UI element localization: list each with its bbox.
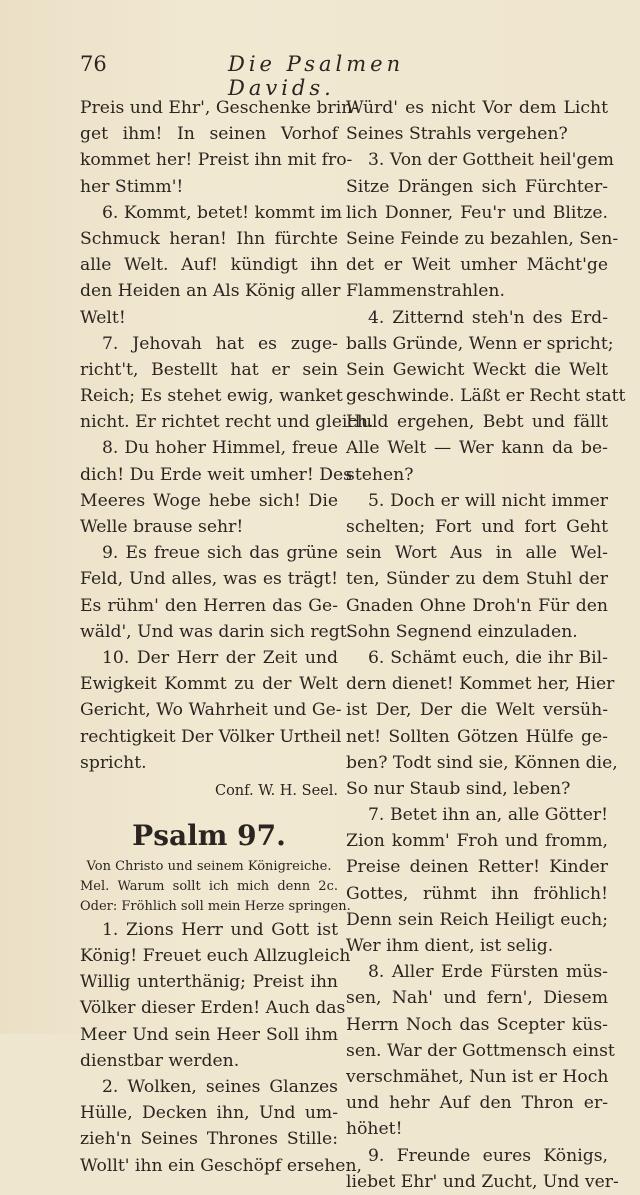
psalm-heading: Psalm 97. [132, 818, 286, 852]
text-line: Würd' es nicht Vor dem Licht [346, 98, 608, 118]
text-line: sein Wort Aus in alle Wel- [346, 543, 608, 564]
text-line: Sitze Drängen sich Fürchter- [346, 176, 608, 197]
text-line: Sein Gewicht Weckt die Welt [346, 359, 608, 380]
text-line: sen, Nah' und fern', Diesem [346, 988, 608, 1009]
text-line: Meer Und sein Heer Soll ihm [80, 1024, 338, 1045]
text-line: det er Weit umher Mächt'ge [346, 255, 608, 276]
text-line: Wollt' ihn ein Geschöpf ersehen, [80, 1155, 362, 1176]
text-line: schelten; Fort und fort Geht [346, 517, 608, 537]
text-line: verschmähet, Nun ist er Hoch [346, 1066, 609, 1087]
text-line: Hülle, Decken ihn, Und um- [80, 1103, 338, 1124]
text-line: 9. Freunde eures Königs, [368, 1145, 608, 1166]
text-line: 3. Von der Gottheit heil'gem [368, 150, 614, 171]
text-line: Denn sein Reich Heiligt euch; [346, 909, 608, 930]
text-line: 6. Schämt euch, die ihr Bil- [368, 647, 608, 668]
text-line: nicht. Er richtet recht und gleich. [80, 412, 374, 433]
text-line: dich! Du Erde weit umher! Des [80, 464, 352, 485]
left-text-block-bottom [80, 917, 362, 1179]
text-line: her Stimm'! [80, 176, 184, 197]
text-line: get ihm! In seinen Vorhof [80, 124, 338, 145]
text-line: net! Sollten Götzen Hülfe ge- [346, 726, 608, 747]
text-line: lich Donner, Feu'r und Blitze. [346, 202, 608, 223]
text-line: 9. Es freue sich das grüne [102, 543, 338, 564]
text-line: Preise deinen Retter! Kinder [346, 857, 608, 878]
text-line: geschwinde. Läßt er Recht statt [346, 386, 626, 407]
melody-note: Mel. Warum sollt ich mich denn 2c. [80, 878, 338, 894]
text-line: wäld', Und was darin sich regt. [80, 621, 353, 642]
text-line: und hehr Auf den Thron er- [346, 1093, 608, 1114]
text-line: ben? Todt sind sie, Können die, [346, 752, 618, 773]
text-line: den Heiden an Als König aller [80, 281, 341, 302]
running-title: Die Psalmen Davids. [228, 52, 405, 100]
text-line: Preis und Ehr', Geschenke brin- [80, 98, 359, 118]
text-line: Willig unterthänig; Preist ihn [80, 972, 338, 993]
text-line: 8. Du hoher Himmel, freue [102, 438, 338, 459]
text-line: spricht. [80, 752, 147, 773]
text-line: balls Gründe, Wenn er spricht; [346, 333, 614, 354]
left-column [80, 95, 374, 1179]
text-line: Gericht, Wo Wahrheit und Ge- [80, 700, 342, 721]
text-line: Herrn Noch das Scepter küs- [346, 1014, 608, 1035]
text-line: Gottes, rühmt ihn fröhlich! [346, 883, 608, 904]
text-line: Seine Feinde zu bezahlen, Sen- [346, 228, 619, 249]
text-line: alle Welt. Auf! kündigt ihn [80, 255, 338, 276]
text-line: 4. Zitternd steh'n des Erd- [368, 307, 608, 328]
text-line: Flammenstrahlen. [346, 281, 505, 302]
page-header [80, 52, 480, 100]
author-signature: Conf. W. H. Seel. [214, 782, 338, 799]
text-line: Es rühm' den Herren das Ge- [80, 595, 338, 616]
text-line: 1. Zions Herr und Gott ist [102, 919, 338, 940]
text-line: Völker dieser Erden! Auch das [80, 998, 346, 1019]
text-line: 5. Doch er will nicht immer [368, 490, 608, 511]
text-line: höhet! [346, 1119, 403, 1140]
right-column [346, 95, 626, 1195]
text-line: Zion komm' Froh und fromm, [346, 831, 608, 852]
text-line: Ewigkeit Kommt zu der Welt [80, 674, 338, 695]
text-line: Meeres Woge hebe sich! Die [80, 490, 338, 511]
text-line: richt't, Bestellt hat er sein [80, 359, 338, 380]
alternate-melody-note: Oder: Fröhlich soll mein Herze springen. [80, 898, 351, 914]
text-line: Sohn Segnend einzuladen. [346, 621, 578, 642]
text-line: rechtigkeit Der Völker Urtheil [80, 726, 342, 747]
text-line: So nur Staub sind, leben? [346, 778, 571, 799]
text-line: zieh'n Seines Thrones Stille: [80, 1129, 338, 1150]
text-line: Huld ergehen, Bebt und fällt [346, 412, 608, 433]
left-text-block-top [80, 95, 374, 776]
text-line: liebet Ehr' und Zucht, Und ver- [346, 1171, 619, 1192]
text-line: Feld, Und alles, was es trägt! [80, 569, 338, 590]
text-line: Reich; Es stehet ewig, wanket [80, 386, 343, 407]
text-line: dern dienet! Kommet her, Hier [346, 674, 615, 695]
text-line: Welle brause sehr! [80, 517, 244, 537]
text-line: 7. Betet ihn an, alle Götter! [368, 805, 608, 826]
text-line: sen. War der Gottmensch einst [346, 1040, 615, 1061]
text-line: Wer ihm dient, ist selig. [346, 936, 554, 956]
page-number: 76 [80, 52, 107, 76]
text-line: ist Der, Der die Welt versüh- [346, 700, 608, 721]
text-line: 6. Kommt, betet! kommt im [102, 202, 343, 223]
psalm-subtitle: Von Christo und seinem Königreiche. [86, 858, 332, 874]
text-line: Alle Welt — Wer kann da be- [346, 438, 608, 459]
text-line: dienstbar werden. [80, 1050, 240, 1071]
text-line: Schmuck heran! Ihn fürchte [80, 228, 338, 249]
text-line: ten, Sünder zu dem Stuhl der [346, 569, 608, 590]
text-line: 2. Wolken, seines Glanzes [102, 1077, 338, 1097]
text-line: 10. Der Herr der Zeit und [102, 647, 338, 668]
text-line: Gnaden Ohne Droh'n Für den [346, 595, 608, 616]
text-line: kommet her! Preist ihn mit fro- [80, 150, 353, 171]
text-line: 8. Aller Erde Fürsten müs- [368, 962, 608, 983]
text-line: Seines Strahls vergehen? [346, 124, 568, 145]
text-line: 7. Jehovah hat es zuge- [102, 333, 338, 354]
text-line: stehen? [346, 464, 414, 485]
text-line: Welt! [80, 307, 126, 328]
text-line: König! Freuet euch Allzugleich [80, 946, 351, 967]
